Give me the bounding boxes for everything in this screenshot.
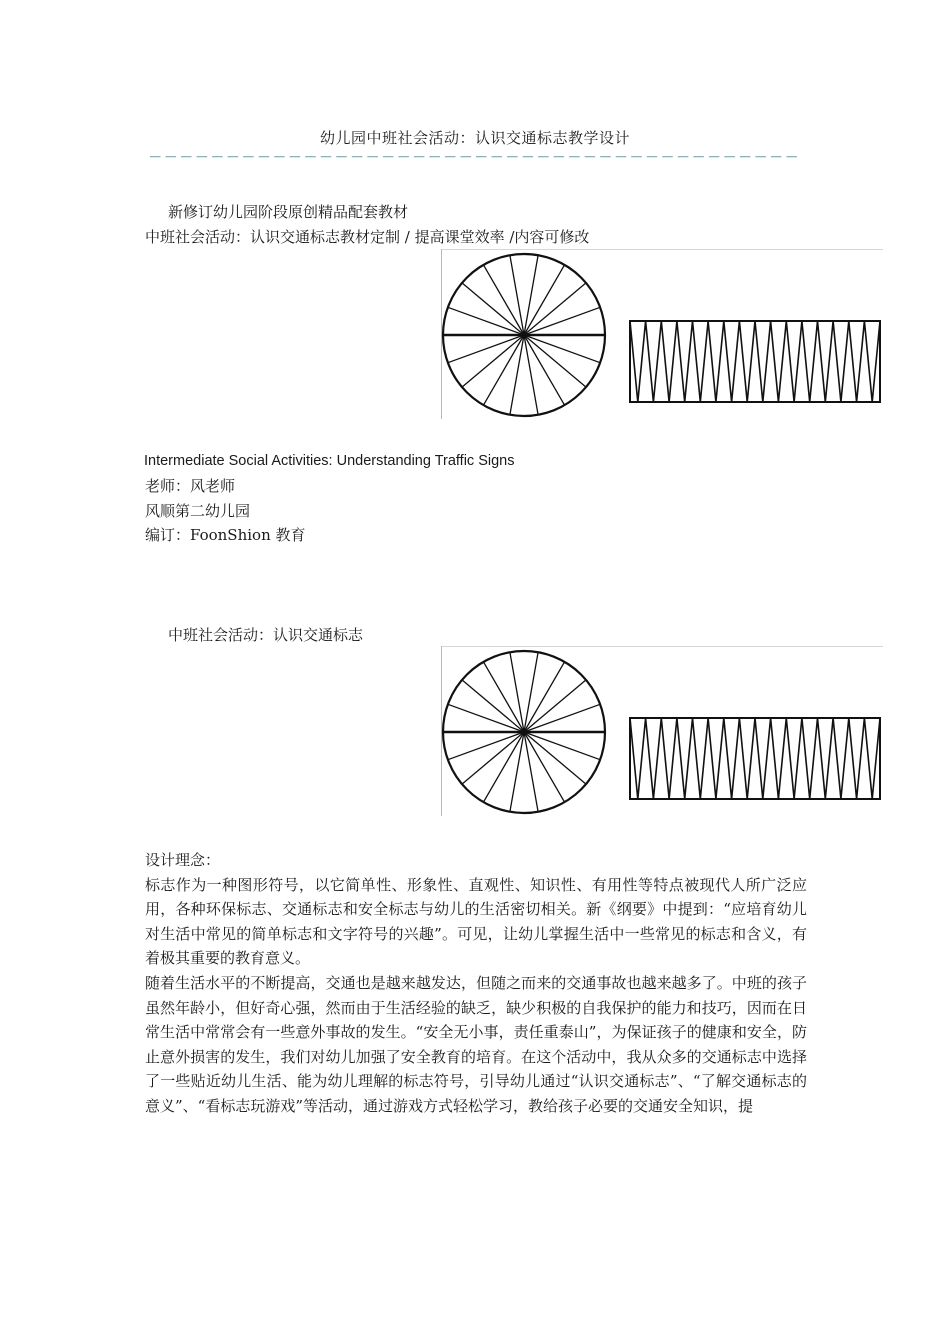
title-divider: [148, 150, 800, 164]
teacher-name: 老师：风老师: [145, 477, 236, 495]
paragraph-1: 标志作为一种图形符号，以它简单性、形象性、直观性、知识性、有用性等特点被现代人所广泛应用，各种环保标志、交通标志和安全标志与幼儿的生活密切相关。新《纲要》中提到：“应培育幼儿对生活中常见的简单标志和文字符号的兴趣”。可见，让幼儿掌握生活中一些常见的标志和含义，有着极其重要的教育意义。: [145, 875, 807, 968]
wheel-zigzag-graphic: [441, 646, 883, 818]
zigzag-icon: [630, 321, 880, 402]
wheel-icon: [443, 254, 605, 416]
paragraph-2: 随着生活水平的不断提高，交通也是越来越发达，但随之而来的交通事故也越来越多了。中班的孩子虽然年龄小，但好奇心强，然而由于生活经验的缺乏，缺少积极的自我保护的能力和技巧，因而在日常生活中常常会有一些意外事故的发生。“安全无小事，责任重泰山”，为保证孩子的健康和安全，防止意外损害的发生，我们对幼儿加强了安全教育的培育。在这个活动中，我从众多的交通标志中选择了一些贴近幼儿生活、能为幼儿理解的标志符号，引导幼儿通过“认识交通标志”、“了解交通标志的意义”、“看标志玩游戏”等活动，通过游戏方式轻松学习，教给孩子必要的交通安全知识，提: [145, 973, 807, 1115]
document-title: 幼儿园中班社会活动：认识交通标志教学设计: [319, 129, 630, 147]
cover-tagline: 新修订幼儿园阶段原创精品配套教材: [168, 203, 409, 221]
wheel-zigzag-figure-2: [441, 646, 883, 818]
section-heading: 中班社会活动：认识交通标志: [168, 626, 364, 644]
school-name: 风顺第二幼儿园: [145, 502, 251, 520]
english-title: Intermediate Social Activities: Understanding Traffic Signs: [144, 453, 515, 469]
wheel-zigzag-graphic: [441, 249, 883, 421]
editor-name: 编订：FoonShion 教育: [145, 526, 306, 544]
cover-subtitle: 中班社会活动：认识交通标志教材定制 / 提高课堂效率 /内容可修改: [145, 228, 590, 246]
wheel-icon: [443, 651, 605, 813]
design-label: 设计理念：: [145, 851, 221, 869]
wheel-zigzag-figure-1: [441, 249, 883, 421]
design-concept: [145, 848, 807, 1119]
zigzag-icon: [630, 718, 880, 799]
